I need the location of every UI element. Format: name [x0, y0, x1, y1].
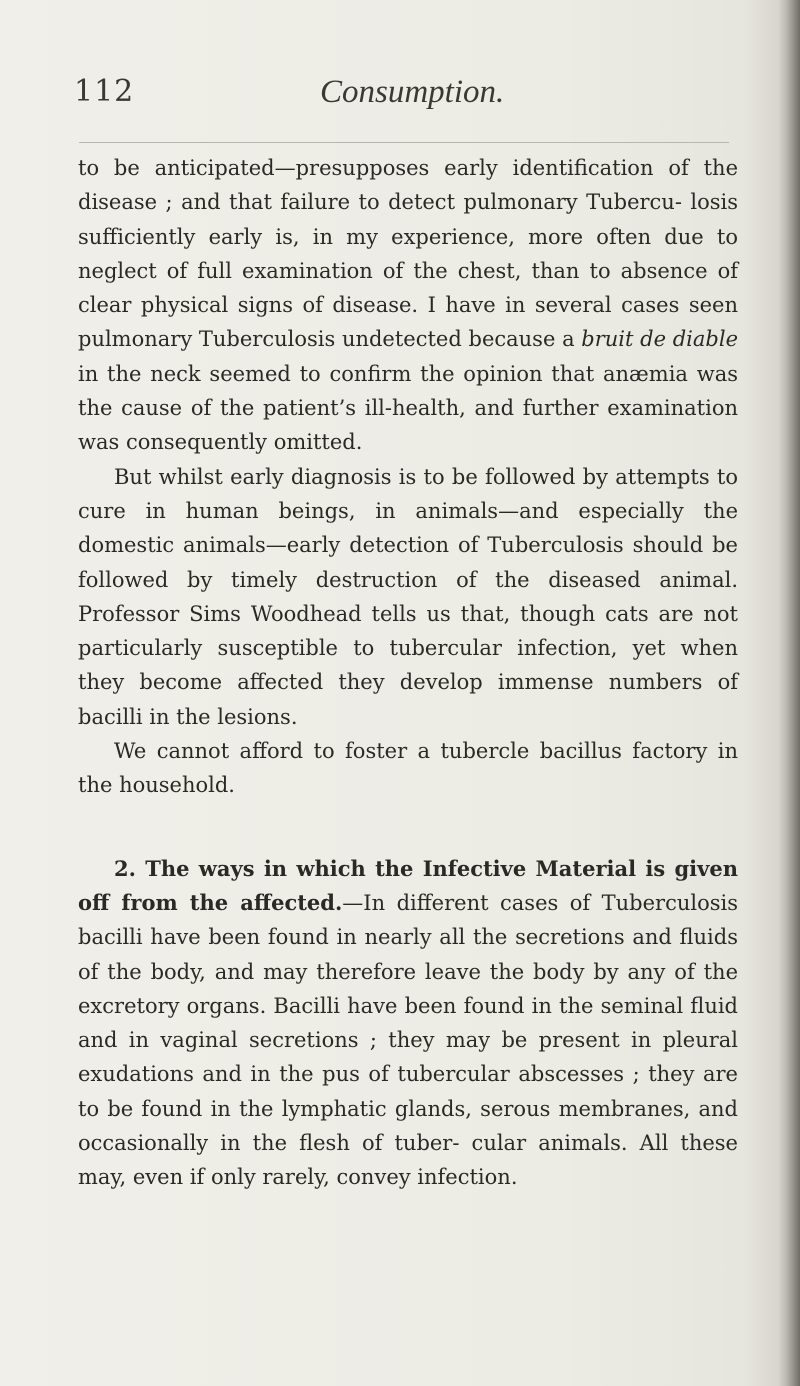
section-heading: 2. The ways in which the Infective Material is given off from the affected.	[78, 855, 738, 915]
binding-shadow	[778, 0, 800, 1386]
section-paragraph	[78, 852, 738, 1195]
section-body: —In different cases of Tuberculosis bacilli have been found in nearly all the secretions and fluids of the body, and may therefore leave the body by any of the excretory organs. Bacilli have been found in the seminal fluid and in vaginal secretions ; they may be present in pleural exudations and in the pus of tubercular abscesses ; they are to be found in the lymphatic glands, serous membranes, and occasionally in the flesh of tuber- cular animals. All these may, even if only rarely, convey infection.	[78, 890, 738, 1190]
section-gap	[78, 803, 738, 852]
italic-phrase: bruit de diable	[581, 327, 738, 352]
header-rule	[79, 142, 729, 143]
paragraph-text: to be anticipated—presupposes early identification of the disease ; and that failure to detect pulmonary Tubercu- losis sufficiently early is, in my experience, more often due to neglect of full examination of the chest, than to absence of clear physical signs of disease. I have in several cases seen pulmonary Tuberculosis undetected because a	[78, 156, 738, 352]
running-title: Consumption.	[320, 74, 505, 110]
paragraph-household: We cannot afford to foster a tubercle bacillus factory in the household.	[78, 739, 738, 798]
page-header	[60, 74, 740, 114]
body-text	[78, 151, 738, 1195]
page-number: 112	[74, 74, 135, 109]
paragraph-animals: But whilst early diagnosis is to be followed by attempts to cure in human beings, in animals—and especially the domestic animals—early detection of Tuberculosis should be followed by timely destruction of the diseased animal. Professor Sims Woodhead tells us that, though cats are not particularly susceptible to tubercular infection, yet when they become affected they develop immense numbers of bacilli in the lesions.	[78, 464, 738, 729]
paragraph-text: in the neck seemed to confirm the opinion that anæmia was the cause of the patient’s ill-health, and further examination was consequently omitted.	[78, 361, 738, 455]
paragraph-continuation	[78, 151, 738, 460]
